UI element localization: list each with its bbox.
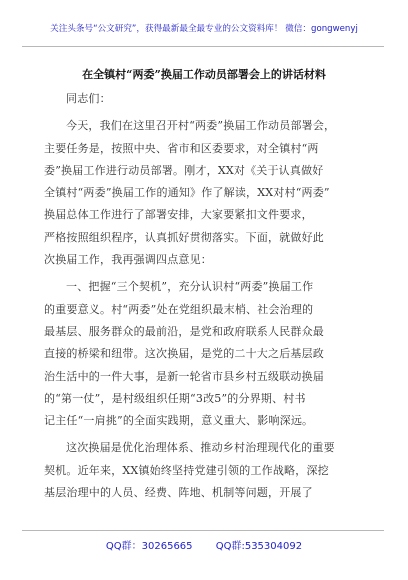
paragraph-3 xyxy=(44,437,366,504)
qq-group-2: QQ群:535304092 xyxy=(215,541,303,552)
text-line: 最基层、服务群众的最前沿，是党和政府联系人民群众最 xyxy=(44,324,324,338)
document-title: 在全镇村“两委”换届工作动员部署会上的讲话材料 xyxy=(82,68,326,81)
footer-divider xyxy=(22,530,384,531)
text-line: 委”换届工作进行动员部署。刚才，XX对《关于认真做好 xyxy=(44,163,324,177)
text-line: 直接的桥梁和纽带。这次换届，是党的二十大之后基层政 xyxy=(44,347,324,361)
text-line: 基层治理中的人员、经费、阵地、机制等问题，开展了 xyxy=(44,486,313,500)
qq-group-1: QQ群：30265665 xyxy=(105,541,193,552)
footer xyxy=(0,537,408,552)
text-line: 严格按照组织程序，认真抓好贯彻落实。下面，就做好此 xyxy=(44,230,324,244)
text-line: 治生活中的一件大事，是新一轮省市县乡村五级联动换届 xyxy=(44,369,324,383)
text-line: 一、把握“三个契机”，充分认识村“两委”换届工作 xyxy=(66,280,314,294)
header-banner: 关注头条号“公文研究”，获得最新最全最专业的公文资料库！ 微信：gongwenyj xyxy=(50,24,358,34)
paragraph-1 xyxy=(44,115,366,271)
text-line: 的重要意义。村“两委”处在党组织最末梢、社会治理的 xyxy=(44,302,314,316)
text-line: 记主任“一肩挑”的全面实践期，意义重大、影响深远。 xyxy=(44,414,314,428)
text-line: 今天，我们在这里召开村“两委”换届工作动员部署会， xyxy=(66,119,336,133)
text-line: 主要任务是，按照中央、省市和区委要求，对全镇村“两 xyxy=(44,141,319,155)
paragraph-2 xyxy=(44,276,366,432)
header-divider xyxy=(22,46,384,47)
salutation: 同志们： xyxy=(66,92,111,105)
text-line: 的“第一仗”，是村级组织任期“3改5”的分界期、村书 xyxy=(44,391,306,405)
text-line: 次换届工作，我再强调四点意见： xyxy=(44,253,212,267)
text-line: 这次换届是优化治理体系、推动乡村治理现代化的重要 xyxy=(66,441,335,455)
text-line: 契机。近年来，XX镇始终坚持党建引领的工作战略，深挖 xyxy=(44,463,329,477)
text-line: 换届总体工作进行了部署安排，大家要紧扣文件要求， xyxy=(44,208,313,222)
text-line: 全镇村“两委”换届工作的通知》作了解读，XX对村“两委” xyxy=(44,186,330,200)
document-body xyxy=(44,88,366,504)
